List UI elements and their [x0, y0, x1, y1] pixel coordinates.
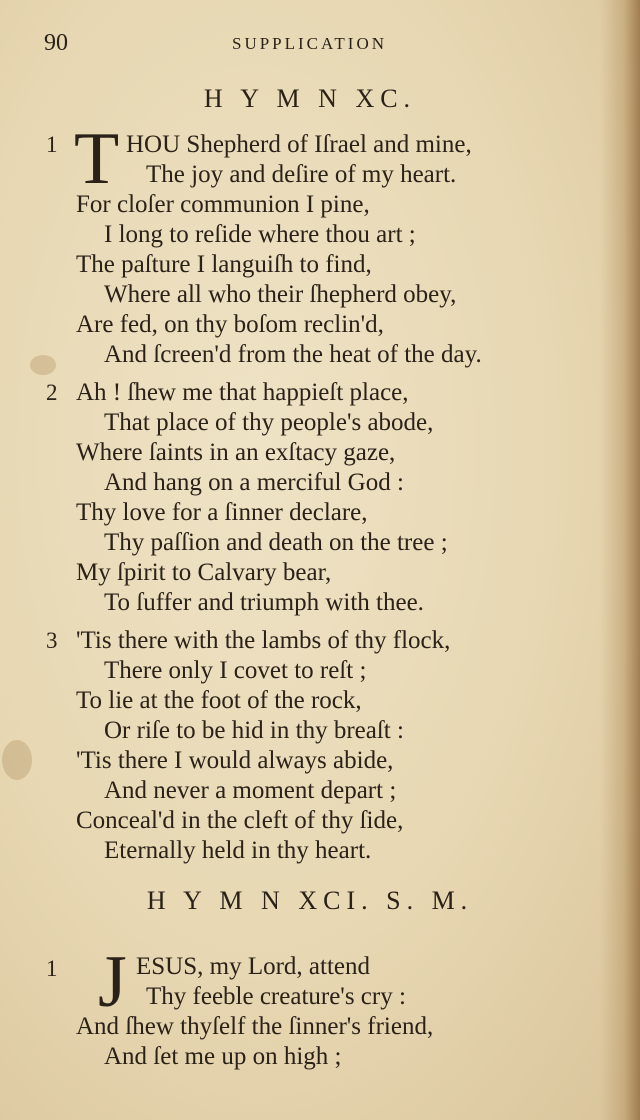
verse-line: Conceal'd in the cleft of thy ſide, [76, 807, 404, 834]
verse-line: For cloſer communion I pine, [76, 191, 370, 218]
stanza-number: 3 [46, 628, 58, 653]
stanza-number: 2 [46, 380, 58, 405]
verse-line: To ſuffer and triumph with thee. [104, 589, 424, 616]
verse-line: The paſture I languiſh to find, [76, 251, 372, 278]
verse-line: 'Tis there with the lambs of thy flock, [76, 627, 451, 654]
paper-stain [2, 740, 32, 780]
verse-line: And never a moment depart ; [104, 777, 397, 804]
verse-line: The joy and deſire of my heart. [146, 161, 457, 188]
hymn-title: H Y M N XC. [203, 84, 417, 113]
verse-line: 'Tis there I would always abide, [76, 747, 394, 774]
hymn-title: H Y M N XCI. S. M. [146, 886, 474, 915]
page-edge-shading [600, 0, 640, 1120]
verse-line: HOU Shepherd of Iſrael and mine, [126, 131, 472, 158]
verse-line: Or riſe to be hid in thy breaſt : [104, 717, 404, 744]
page-number: 90 [44, 30, 68, 56]
stanza-number: 1 [46, 132, 58, 157]
running-head: SUPPLICATION [232, 34, 388, 53]
verse-line: And ſcreen'd from the heat of the day. [104, 341, 482, 368]
verse-line: That place of thy people's abode, [104, 409, 434, 436]
verse-line: Where ſaints in an exſtacy gaze, [76, 439, 396, 466]
drop-cap: J [98, 941, 127, 1023]
verse-line: Eternally held in thy heart. [104, 837, 372, 864]
verse-line: Thy paſſion and death on the tree ; [104, 529, 448, 556]
verse-line: There only I covet to reſt ; [104, 657, 367, 684]
verse-line: Where all who their ſhepherd obey, [104, 281, 457, 308]
verse-line: I long to reſide where thou art ; [104, 221, 416, 248]
verse-line: Are fed, on thy boſom reclin'd, [76, 311, 384, 338]
paper-stain [30, 355, 56, 375]
verse-line: And ſhew thyſelf the ſinner's friend, [76, 1013, 434, 1040]
verse-line: To lie at the foot of the rock, [76, 687, 362, 714]
verse-line: ESUS, my Lord, attend [136, 953, 371, 980]
verse-line: Ah ! ſhew me that happieſt place, [76, 379, 409, 406]
stanza-number: 1 [46, 956, 58, 981]
verse-line: Thy love for a ſinner declare, [76, 499, 368, 526]
verse-line: Thy feeble creature's cry : [146, 983, 406, 1010]
verse-line: And hang on a merciful God : [104, 469, 404, 496]
verse-line: My ſpirit to Calvary bear, [76, 559, 332, 586]
verse-line: And ſet me up on high ; [104, 1043, 342, 1070]
drop-cap: T [74, 118, 120, 200]
